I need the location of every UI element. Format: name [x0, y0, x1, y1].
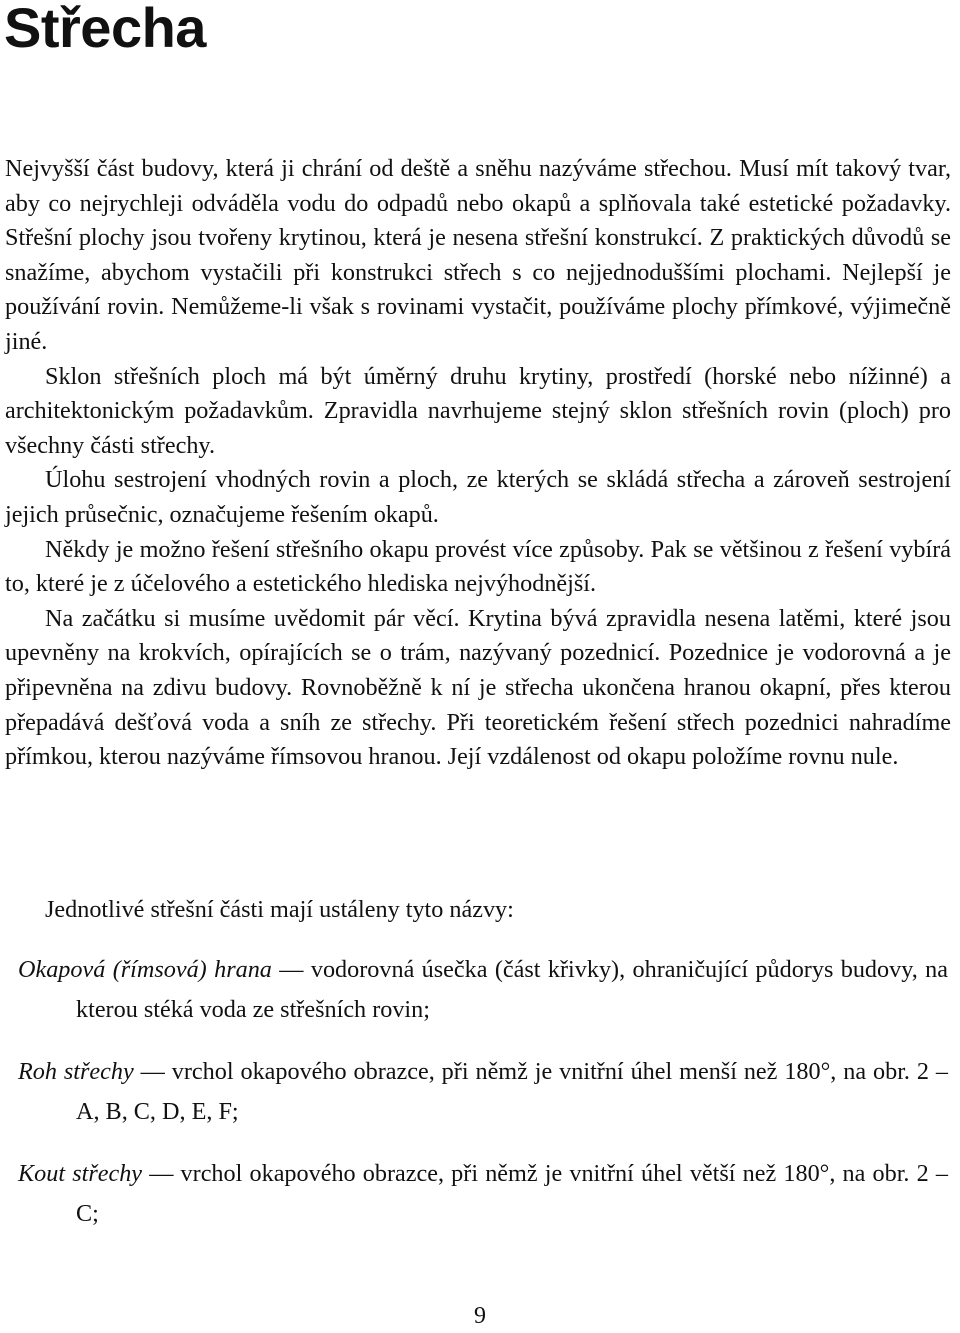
- definitions-intro: Jednotlivé střešní části mají ustáleny tyto názvy:: [45, 896, 514, 923]
- paragraph: Někdy je možno řešení střešního okapu provést více způsoby. Pak se většinou z řešení vybírá to, které je z účelového a estetického hlediska nejvýhodnější.: [5, 535, 951, 598]
- definition-text: — vrchol okapového obrazce, při němž je vnitřní úhel menší než 180°, na obr. 2 – A, B, C, D, E, F;: [76, 1058, 948, 1125]
- definition-list: [18, 950, 948, 1256]
- definition-text: — vodorovná úsečka (část křivky), ohraničující půdorys budovy, na kterou stéká voda ze střešních rovin;: [76, 956, 948, 1023]
- paragraph: Sklon střešních ploch má být úměrný druhu krytiny, prostředí (horské nebo nížinné) a architektonickým požadavkům. Zpravidla navrhujeme stejný sklon střešních rovin (ploch) pro všechny části střechy.: [5, 362, 951, 459]
- paragraph: Na začátku si musíme uvědomit pár věcí. Krytina bývá zpravidla nesena latěmi, které jsou upevněny na krokvích, opírajících se o trám, nazývaný pozednicí. Pozednice je vodorovná a je připevněna na zdivu budovy. Rovnoběžně k ní je střecha ukončena hranou okapní, přes kterou přepadává dešťová voda a sníh ze střechy. Při teoretickém řešení střech pozednici nahradíme přímkou, kterou nazýváme římsovou hranou. Její vzdálenost od okapu položíme rovnu nule.: [5, 604, 951, 771]
- paragraph: Úlohu sestrojení vhodných rovin a ploch, ze kterých se skládá střecha a zároveň sestrojení jejich průsečnic, označujeme řešením okapů.: [5, 466, 951, 528]
- page-number: 9: [474, 1303, 486, 1329]
- definition-item: [18, 1154, 948, 1234]
- definition-term: Kout střechy: [18, 1160, 143, 1187]
- page-title: Střecha: [4, 0, 206, 59]
- definition-item: [18, 1052, 948, 1132]
- body-text: [5, 152, 951, 775]
- definition-item: [18, 950, 948, 1030]
- definition-term: Roh střechy: [18, 1058, 134, 1085]
- definition-text: — vrchol okapového obrazce, při němž je vnitřní úhel větší než 180°, na obr. 2 – C;: [76, 1160, 948, 1227]
- paragraph: Nejvyšší část budovy, která ji chrání od deště a sněhu nazýváme střechou. Musí mít takový tvar, aby co nejrychleji odváděla vodu do odpadů nebo okapů a splňovala také estetické požadavky. Střešní plochy jsou tvořeny krytinou, která je nesena střešní konstrukcí. Z praktických důvodů se snažíme, abychom vystačili při konstrukci střech s co nejjednoduššími plochami. Nejlepší je používání rovin. Nemůžeme-li však s rovinami vystačit, používáme plochy přímkové, výjimečně jiné.: [5, 155, 951, 355]
- definition-term: Okapová (římsová) hrana: [18, 956, 272, 983]
